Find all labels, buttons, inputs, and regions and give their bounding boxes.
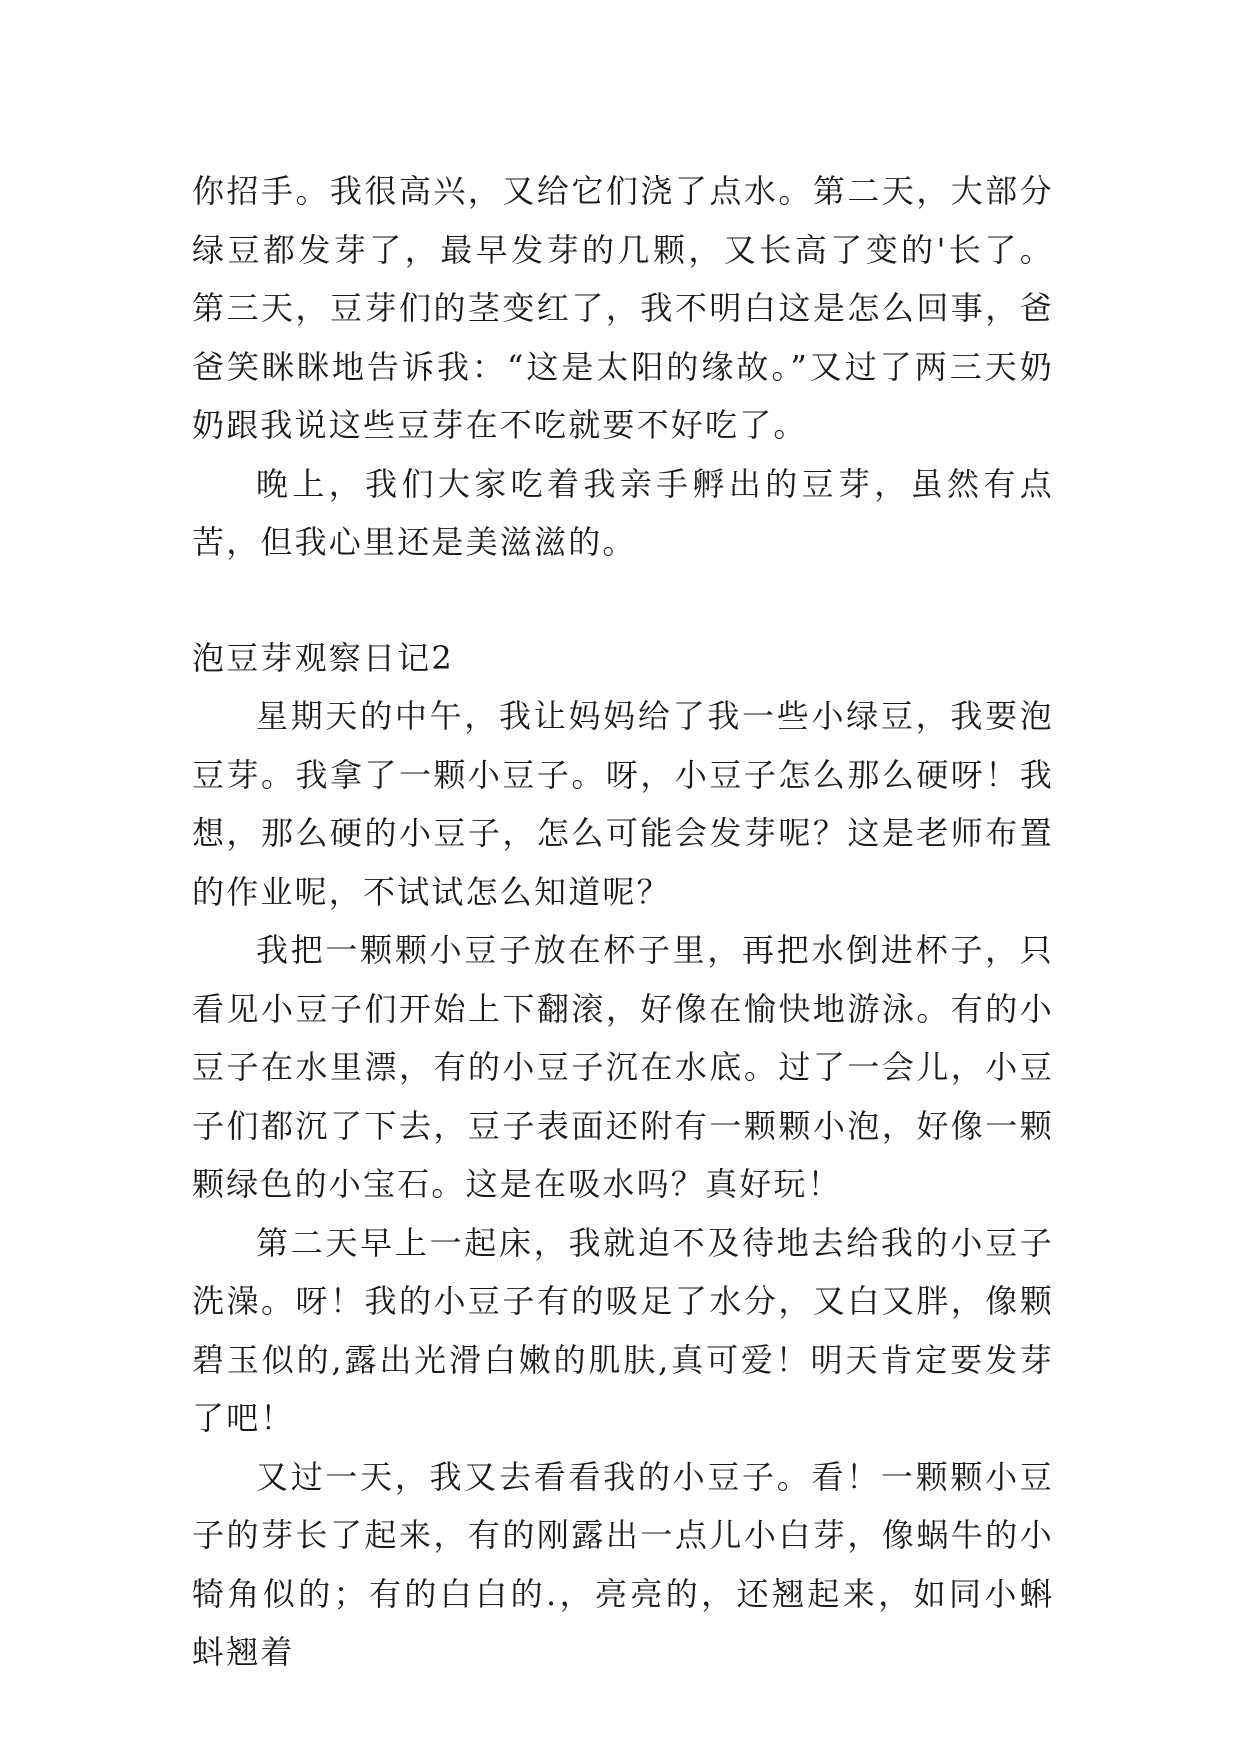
paragraph-continued: 你招手。我很高兴，又给它们浇了点水。第二天，大部分绿豆都发芽了，最早发芽的几颗，又长高了变的'长了。第三天，豆芽们的茎变红了，我不明白这是怎么回事，爸爸笑眯眯地告诉我：“这是太阳的缘故。”又过了两三天奶奶跟我说这些豆芽在不吃就要不好吃了。 [192, 172, 1054, 444]
paragraph-cup: 我把一颗颗小豆子放在杯子里，再把水倒进杯子，只看见小豆子们开始上下翻滚，好像在愉快地游泳。有的小豆子在水里漂，有的小豆子沉在水底。过了一会儿，小豆子们都沉了下去，豆子表面还附有一颗颗小泡，好像一颗颗绿色的小宝石。这是在吸水吗？真好玩！ [192, 931, 1054, 1203]
paragraph-next-day: 又过一天，我又去看看我的小豆子。看！一颗颗小豆子的芽长了起来，有的刚露出一点儿小白芽，像蜗牛的小犄角似的；有的白白的.，亮亮的，还翘起来，如同小蝌蚪翘着 [192, 1457, 1054, 1671]
paragraph-sunday: 星期天的中午，我让妈妈给了我一些小绿豆，我要泡豆芽。我拿了一颗小豆子。呀，小豆子怎么那么硬呀！我想，那么硬的小豆子，怎么可能会发芽呢？这是老师布置的作业呢，不试试怎么知道呢？ [192, 697, 1054, 911]
document-body [192, 162, 1054, 1682]
section-title: 泡豆芽观察日记2 [192, 638, 454, 677]
paragraph-dinner: 晚上，我们大家吃着我亲手孵出的豆芽，虽然有点苦，但我心里还是美滋滋的。 [192, 464, 1054, 561]
paragraph-second-day: 第二天早上一起床，我就迫不及待地去给我的小豆子洗澡。呀！我的小豆子有的吸足了水分，又白又胖，像颗碧玉似的,露出光滑白嫩的肌肤,真可爱！明天肯定要发芽了吧！ [192, 1223, 1054, 1437]
